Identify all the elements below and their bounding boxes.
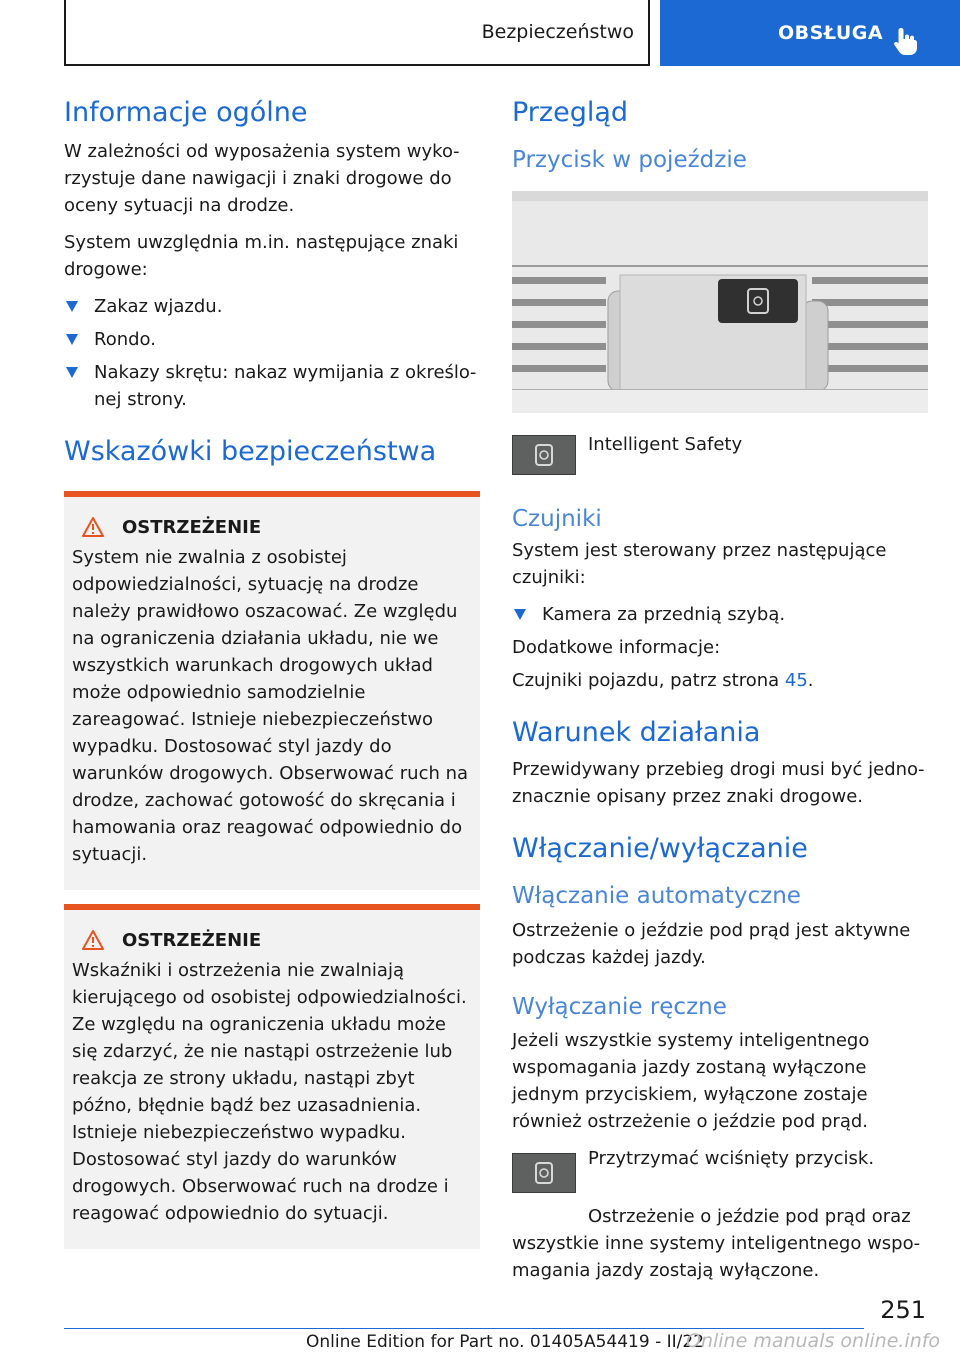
bullet-triangle-icon [66,334,78,345]
paragraph-manual-off: Jeżeli wszystkie systemy inteligentnego wspomagania jazdy zostaną wyłączone jednym przyciskiem, wyłączone zostaje również ostrzeżenie o jeździe pod prąd. [512,1030,870,1133]
heading-safety: Wskazówki bezpieczeństwa [64,435,437,467]
paragraph-result: Ostrzeżenie o jeździe pod prąd oraz wszystkie inne systemy inteligentnego wspomagania jazdy zostają wyłączone. [512,1206,921,1282]
heading-manual-off: Wyłączanie ręczne [512,993,727,1020]
press-instruction-row [512,1145,928,1205]
warning-title: OSTRZEŻENIE [72,930,472,951]
intelligent-safety-button[interactable] [512,435,576,475]
heading-on-off: Włączanie/wyłączanie [512,833,808,864]
intelligent-safety-button[interactable] [512,1153,576,1193]
paragraph-more-info: Dodatkowe informacje: [512,637,721,659]
sensors-list [512,601,928,628]
list-item: Rondo. [64,326,482,353]
intelligent-safety-icon [534,444,554,466]
warning-box [64,904,480,1249]
section-title: Bezpieczeństwo [64,0,650,66]
paragraph-press-button: Przytrzymać wciśnięty przycisk. [588,1148,875,1170]
warning-box [64,491,480,890]
page-reference-link[interactable]: 45 [784,670,808,692]
page-header [0,0,960,66]
heading-button-in-vehicle: Przycisk w pojeździe [512,146,747,173]
paragraph-sensors: System jest sterowany przez następujące czujniki: [512,540,887,589]
heading-general-info: Informacje ogólne [64,97,308,128]
paragraph-auto-on: Ostrzeżenie o jeździe pod prąd jest aktywne podczas każdej jazdy. [512,919,911,968]
paragraph-condition: Przewidywany przebieg drogi musi być jednoznacznie opisany przez znaki drogowe. [512,759,925,807]
footer-divider [64,1328,864,1329]
right-column [512,96,928,1284]
hand-pointer-icon [893,26,919,56]
warning-text: System nie zwalnia z osobistej odpowiedzialności, sytuację na drodze należy prawidłowo oszacować. Ze względu na ograniczenia działania układu, nie we wszystkich warunkach drogowych układ może odpowiednio samodzielnie zareagować. Istnieje niebezpieczeństwo wypadku. Dostosować styl jazdy do warunków drogowych. Obserwować ruch na drodze, zachować gotowość do skręcania i hamowania oraz reagować odpowiednio do sytuacji. [72,546,469,865]
warning-title: OSTRZEŻENIE [72,517,472,538]
left-column [64,96,482,1249]
paragraph-signs: System uwzględnia m.in. następujące znaki drogowe: [64,231,459,280]
heading-condition: Warunek działania [512,717,761,749]
heading-sensors: Czujniki [512,505,602,532]
list-item: Zakaz wjazdu. [64,293,482,320]
bullet-triangle-icon [66,301,78,312]
warning-text: Wskaźniki i ostrzeżenia nie zwalniają kierującego od osobistej odpowiedzialności. Ze względu na ograniczenia układu może się zdarzyć, że nie nastąpi ostrzeżenie lub reakcja ze strony układu, nastąpi zbyt późno, błędnie bądź bez uzasadnienia. Istnieje niebezpieczeństwo wypadku. Dostosować styl jazdy do warunków drogowych. Obserwować ruch na drodze i reagować odpowiednio do sytuacji. [72,959,467,1224]
signs-list [64,293,482,413]
page-number: 251 [880,1296,926,1324]
paragraph-intro: W zależności od wyposażenia system wykorzystuje dane nawigacji i znaki drogowe do oceny sytuacji na drodze. [64,140,460,216]
button-legend-label: Intelligent Safety [588,433,743,455]
heading-auto-on: Włączanie automatyczne [512,882,801,909]
watermark-text: Online manuals online.info [686,1330,941,1352]
warning-triangle-icon [82,517,104,537]
chapter-label: OBSŁUGA [778,22,884,44]
paragraph-sensor-reference: Czujniki pojazdu, patrz strona 45. [512,670,814,692]
bullet-triangle-icon [514,609,526,620]
button-legend-row [512,435,928,475]
warning-triangle-icon [82,930,104,950]
bullet-triangle-icon [66,367,78,378]
heading-overview: Przegląd [512,97,629,128]
intelligent-safety-icon [534,1162,554,1184]
list-item: Kamera za przednią szybą. [512,601,928,628]
list-item: Nakazy skrętu: nakaz wymijania z określonej strony. [64,359,482,413]
edition-text: Online Edition for Part no. 01405A54419 - II/22 [306,1332,705,1352]
vehicle-button-photo [512,191,928,413]
